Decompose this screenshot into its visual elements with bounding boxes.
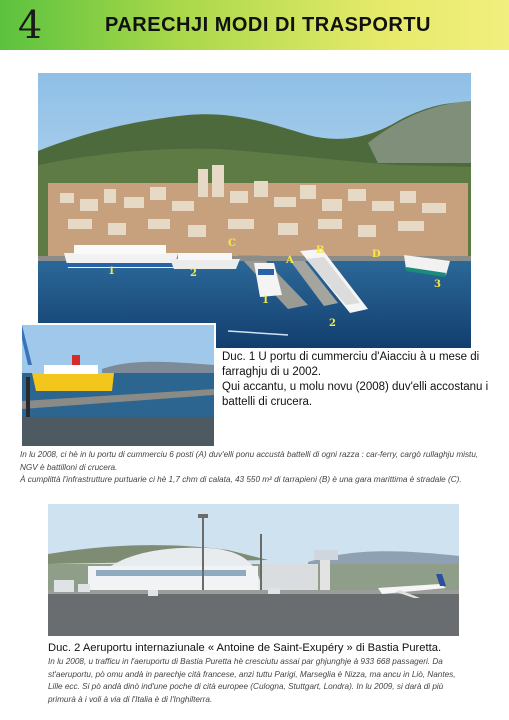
- chapter-number: 4: [18, 3, 43, 47]
- port-photo-graphic: [38, 73, 471, 348]
- chapter-title: PARECHJI MODI DI TRASPORTU: [105, 14, 431, 36]
- chapter-header: [0, 0, 509, 50]
- ship-marker: 3: [434, 279, 441, 290]
- caption-doc1-line1: Duc. 1 U portu di cummerciu d'Aiacciu à u mese di farraghju di u 2002.: [222, 351, 480, 378]
- port-note-paragraph-1: In lu 2008, ci hè in lu portu di cummerciu 6 posti (A) duv'elli ponu accustà battelli di ogni razza : car-ferry, cargò rullaghju mistu, NGV è battilloni di crucera.: [20, 450, 479, 472]
- caption-doc1-line2: Qui accantu, u molu novu (2008) duv'elli accostanu i battelli di crucera.: [222, 381, 489, 408]
- ferry-1: [64, 245, 178, 268]
- berth-marker: C: [228, 238, 236, 249]
- ferry-2: [170, 253, 240, 269]
- port-note: [20, 449, 495, 487]
- ship-marker: 1: [262, 295, 269, 306]
- ship-marker: 1: [71, 355, 78, 366]
- caption-doc2-title: Duc. 2 Aeruportu internaziunale « Antoine de Saint-Exupéry » di Bastia Puretta.: [48, 642, 442, 654]
- berth-marker: A: [286, 255, 294, 266]
- port-photo: [38, 73, 471, 348]
- caption-doc1: [222, 350, 492, 410]
- airport-photo: [48, 504, 459, 636]
- berth-marker: B: [316, 245, 325, 256]
- port-note-paragraph-2: À cumplittà l'infrastrutture purtuarie ci hè 1,7 chm di calata, 43 550 m² di tarrapieni (B) è una gara marittima è stradale (C).: [20, 475, 462, 484]
- inset-photo: [20, 323, 216, 448]
- ship-marker: 2: [329, 318, 336, 329]
- caption-doc2-text: In lu 2008, u trafficu in l'aeruportu di Bastia Puretta hè cresciutu assai par ghjunghje à 933 668 passageri. Da st'aeruportu, pò omu andà in parechje cità francese, anzi tuttu Parigi, Marseglia è Nizza, ma ancu in Liò, Nantes, Lille ecc. Si pò andà dinò ind'une poche di cità europee (Culogna, Stuttgart, Londra). In lu 2009, si darà di più primurà à i voli à via di l'Italia è di l'Inghilterra.: [48, 657, 456, 704]
- inset-photo-graphic: [22, 325, 214, 446]
- berth-marker: D: [372, 249, 381, 260]
- airport-photo-graphic: [48, 504, 459, 636]
- ship-marker: 2: [190, 268, 197, 279]
- ship-marker: 1: [108, 266, 115, 277]
